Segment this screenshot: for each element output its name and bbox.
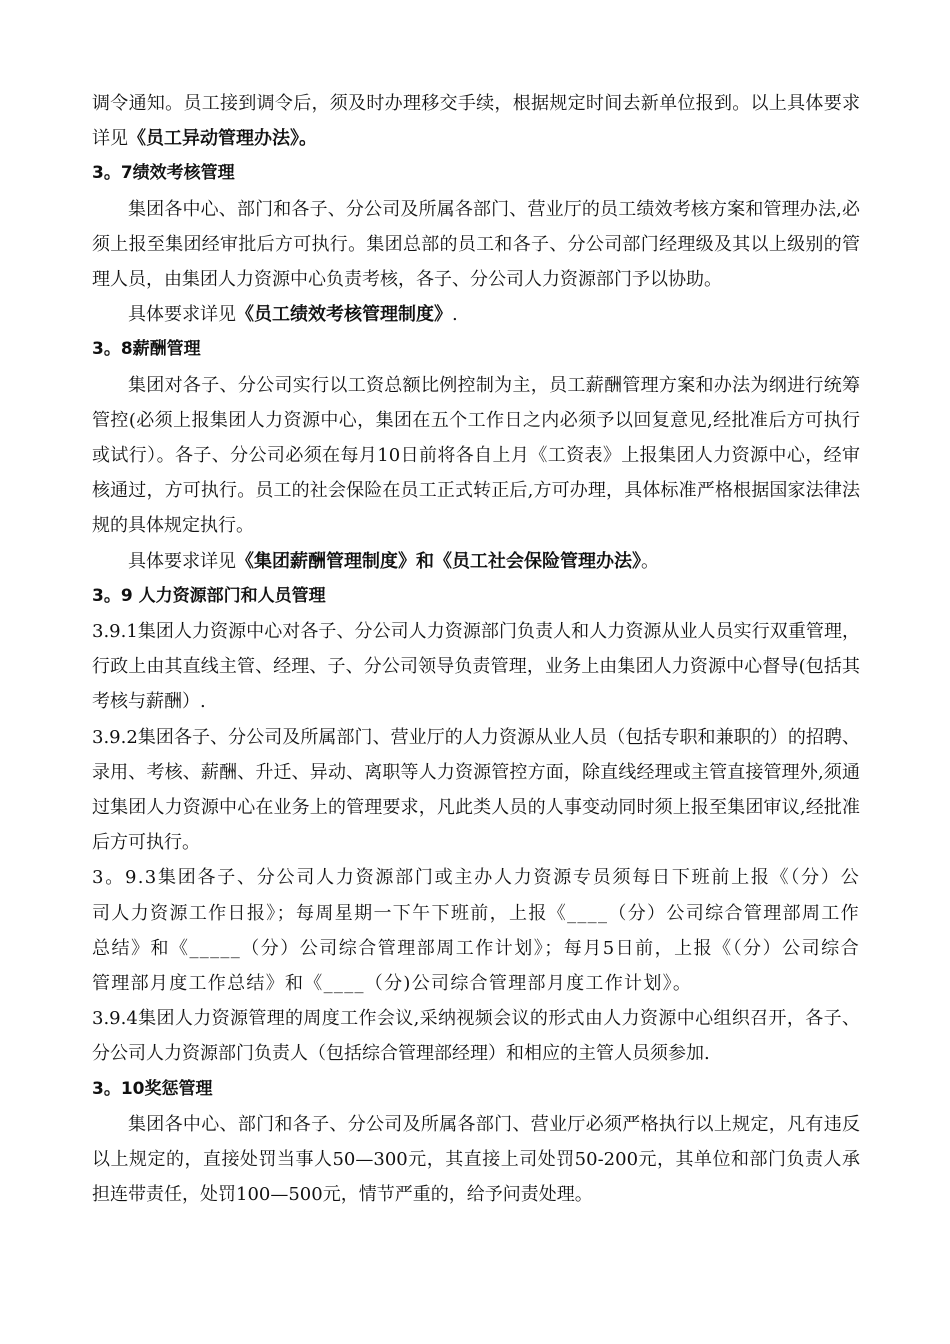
section-heading-3-7: 3。7绩效考核管理	[92, 163, 235, 184]
paragraph-3-9-4: 3.9.4集团人力资源管理的周度工作会议,采纳视频会议的形式由人力资源中心组织召开，各子、分公司人力资源部门负责人（包括综合管理部经理）和相应的主管人员须参加.	[92, 1008, 860, 1065]
paragraph-compensation: 集团对各子、分公司实行以工资总额比例控制为主，员工薪酬管理方案和办法为纲进行统筹管控(必须上报集团人力资源中心，集团在五个工作日之内必须予以回复意见,经批准后方可执行或试行）。各子、分公司必须在每月10日前将各自上月《工资表》上报集团人力资源中心，经审核通过，方可执行。员工的社会保险在员工正式转正后,方可办理，具体标准严格根据国家法律法规的具体规定执行。	[92, 374, 860, 537]
document-reference: 《员工异动管理办法》	[128, 128, 299, 150]
document-reference: 《集团薪酬管理制度》和《员工社会保险管理办法》	[236, 550, 641, 572]
paragraph-compensation-reference	[92, 544, 860, 579]
paragraph-performance-reference	[92, 297, 860, 332]
paragraph-tail: .	[452, 304, 458, 326]
document-page	[92, 86, 860, 1213]
document-reference: 《员工绩效考核管理制度》	[236, 304, 452, 326]
paragraph-text: 具体要求详见	[128, 550, 236, 572]
paragraph-text: 调令通知。员工接到调令后，须及时办理移交手续，根据规定时间去新单位报到。以上具体要求详见	[92, 93, 860, 150]
paragraph-transfer-notice	[92, 86, 860, 156]
section-heading-3-10: 3。10奖惩管理	[92, 1078, 213, 1099]
paragraph-text: 具体要求详见	[128, 304, 236, 326]
paragraph-rewards-penalties: 集团各中心、部门和各子、分公司及所属各部门、营业厅必须严格执行以上规定，凡有违反以上规定的，直接处罚当事人50—300元，其直接上司处罚50-200元，其单位和部门负责人承担连带责任，处罚100—500元，情节严重的，给予问责处理。	[92, 1113, 860, 1206]
section-heading-3-8: 3。8薪酬管理	[92, 339, 201, 360]
section-heading-3-9: 3。9 人力资源部门和人员管理	[92, 585, 326, 606]
paragraph-tail: 。	[299, 128, 317, 150]
paragraph-3-9-1: 3.9.1集团人力资源中心对各子、分公司人力资源部门负责人和人力资源从业人员实行双重管理，行政上由其直线主管、经理、子、分公司领导负责管理，业务上由集团人力资源中心督导(包括其考核与薪酬）.	[92, 621, 860, 713]
paragraph-tail: 。	[641, 550, 659, 572]
paragraph-3-9-2: 3.9.2集团各子、分公司及所属部门、营业厅的人力资源从业人员（包括专职和兼职的）的招聘、录用、考核、薪酬、升迁、异动、离职等人力资源管控方面，除直线经理或主管直接管理外,须通过集团人力资源中心在业务上的管理要求，凡此类人员的人事变动同时须上报至集团审议,经批准后方可执行。	[92, 726, 860, 854]
paragraph-performance: 集团各中心、部门和各子、分公司及所属各部门、营业厅的员工绩效考核方案和管理办法,必须上报至集团经审批后方可执行。集团总部的员工和各子、分公司部门经理级及其以上级别的管理人员，由集团人力资源中心负责考核，各子、分公司人力资源部门予以协助。	[92, 198, 860, 291]
paragraph-3-9-3: 3。9.3集团各子、分公司人力资源部门或主办人力资源专员须每日下班前上报《（分）公司人力资源工作日报》；每周星期一下午下班前，上报《____（分）公司综合管理部周工作总结》和《_____（分）公司综合管理部周工作计划》；每月5日前，上报《（分）公司综合管理部月度工作总结》和《____（分)公司综合管理部月度工作计划》。	[92, 867, 860, 995]
